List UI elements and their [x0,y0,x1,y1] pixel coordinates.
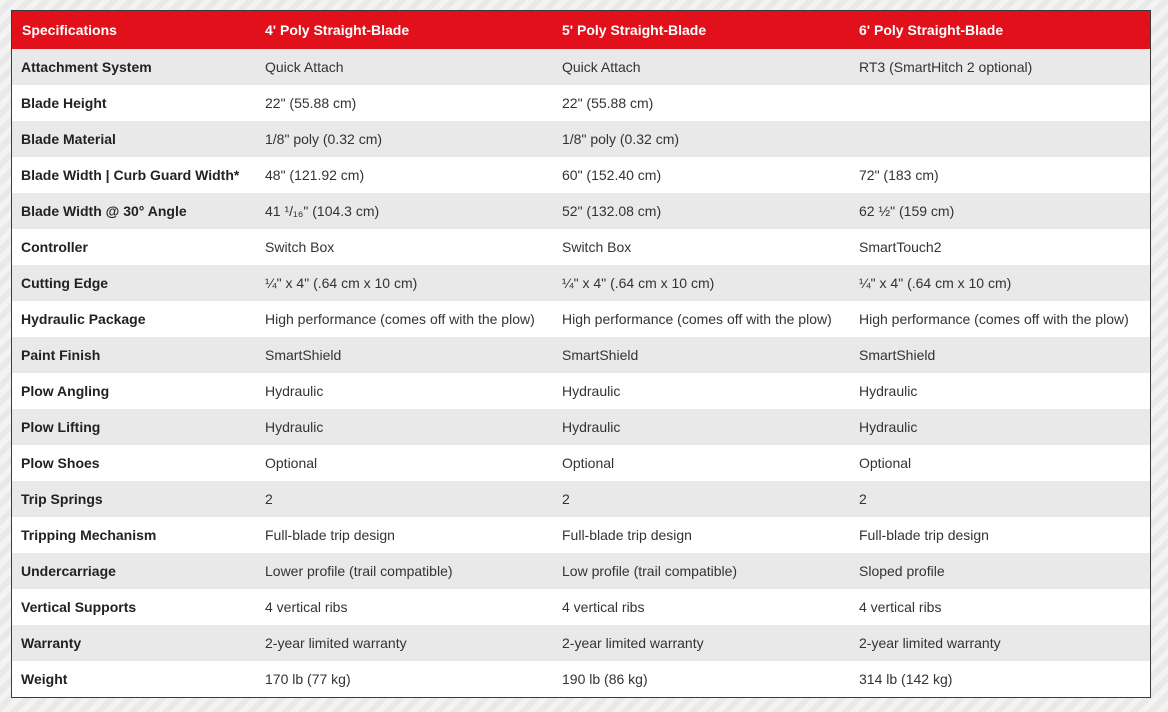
spec-label: Cutting Edge [21,275,109,291]
table-row [12,121,1150,157]
spec-value: SmartShield [265,347,342,363]
spec-value: 2-year limited warranty [265,635,407,651]
spec-value: 4 vertical ribs [859,599,942,615]
spec-label: Warranty [21,635,82,651]
spec-value: SmartShield [562,347,639,363]
spec-value: Full-blade trip design [265,527,395,543]
spec-value: 4 vertical ribs [265,599,348,615]
spec-table [12,11,1150,697]
table-row [12,85,1150,121]
spec-label: Blade Width | Curb Guard Width* [21,167,240,183]
spec-label: Undercarriage [21,563,116,579]
spec-value: SmartShield [859,347,936,363]
spec-value: 2-year limited warranty [562,635,704,651]
spec-value: Optional [265,455,318,471]
spec-value: 60" (152.40 cm) [562,167,662,183]
spec-value: 1/8" poly (0.32 cm) [562,131,680,147]
spec-label: Weight [21,671,68,687]
table-row [12,625,1150,661]
table-row [12,157,1150,193]
spec-value: 170 lb (77 kg) [265,671,351,687]
spec-value: ¼" x 4" (.64 cm x 10 cm) [265,275,418,291]
spec-value: 72" (183 cm) [859,167,939,183]
table-row [12,409,1150,445]
header-specifications: Specifications [22,22,117,38]
spec-value: Optional [859,455,912,471]
spec-label: Blade Material [21,131,116,147]
spec-label: Plow Shoes [21,455,100,471]
spec-label: Hydraulic Package [21,311,146,327]
table-row [12,481,1150,517]
spec-value: Sloped profile [859,563,945,579]
table-row [12,337,1150,373]
spec-value: Switch Box [562,239,632,255]
spec-label: Blade Width @ 30° Angle [21,203,187,219]
spec-value: Hydraulic [562,419,621,435]
spec-value: High performance (comes off with the plow) [265,311,535,327]
header-6ft-blade: 6' Poly Straight-Blade [859,22,1004,38]
table-row [12,553,1150,589]
spec-value: High performance (comes off with the plow) [859,311,1129,327]
spec-label: Trip Springs [21,491,103,507]
spec-label: Vertical Supports [21,599,137,615]
spec-value: 314 lb (142 kg) [859,671,953,687]
spec-value: Optional [562,455,615,471]
spec-value: 22" (55.88 cm) [265,95,357,111]
spec-value: Hydraulic [859,383,918,399]
table-row [12,445,1150,481]
table-row [12,661,1150,697]
spec-value: ¼" x 4" (.64 cm x 10 cm) [859,275,1012,291]
spec-value: Full-blade trip design [859,527,989,543]
spec-value: Full-blade trip design [562,527,692,543]
spec-label: Plow Angling [21,383,110,399]
header-4ft-blade: 4' Poly Straight-Blade [265,22,410,38]
spec-value: 22" (55.88 cm) [562,95,654,111]
table-row [12,301,1150,337]
spec-value: Hydraulic [562,383,621,399]
spec-value: Quick Attach [265,59,344,75]
spec-value: Low profile (trail compatible) [562,563,738,579]
spec-label: Controller [21,239,88,255]
spec-label: Paint Finish [21,347,101,363]
spec-table-body [12,49,1150,697]
spec-value [850,85,1150,121]
spec-value: Lower profile (trail compatible) [265,563,453,579]
table-row [12,229,1150,265]
spec-value: 2-year limited warranty [859,635,1001,651]
spec-value: Hydraulic [859,419,918,435]
spec-value: 41 ¹/₁₆" (104.3 cm) [265,203,380,219]
spec-label: Tripping Mechanism [21,527,157,543]
spec-value: ¼" x 4" (.64 cm x 10 cm) [562,275,715,291]
spec-value: SmartTouch2 [859,239,942,255]
spec-value: 4 vertical ribs [562,599,645,615]
spec-value: 190 lb (86 kg) [562,671,648,687]
spec-table-header [12,11,1150,49]
table-row [12,265,1150,301]
spec-value: Hydraulic [265,383,324,399]
spec-label: Attachment System [21,59,152,75]
spec-value: 48" (121.92 cm) [265,167,365,183]
table-row [12,49,1150,85]
spec-value: Hydraulic [265,419,324,435]
header-row [12,11,1150,49]
header-5ft-blade: 5' Poly Straight-Blade [562,22,707,38]
spec-value: 52" (132.08 cm) [562,203,662,219]
spec-value: 1/8" poly (0.32 cm) [265,131,383,147]
spec-label: Plow Lifting [21,419,101,435]
spec-value [850,121,1150,157]
spec-value: 62 ½" (159 cm) [859,203,955,219]
spec-value: High performance (comes off with the plow) [562,311,832,327]
spec-value: 2 [265,491,273,507]
spec-label: Blade Height [21,95,107,111]
table-row [12,517,1150,553]
table-row [12,193,1150,229]
table-row [12,373,1150,409]
table-row [12,589,1150,625]
spec-value: RT3 (SmartHitch 2 optional) [859,59,1033,75]
spec-value: 2 [562,491,570,507]
spec-value: Quick Attach [562,59,641,75]
spec-value: Switch Box [265,239,335,255]
spec-table-container [11,10,1151,698]
spec-value: 2 [859,491,867,507]
